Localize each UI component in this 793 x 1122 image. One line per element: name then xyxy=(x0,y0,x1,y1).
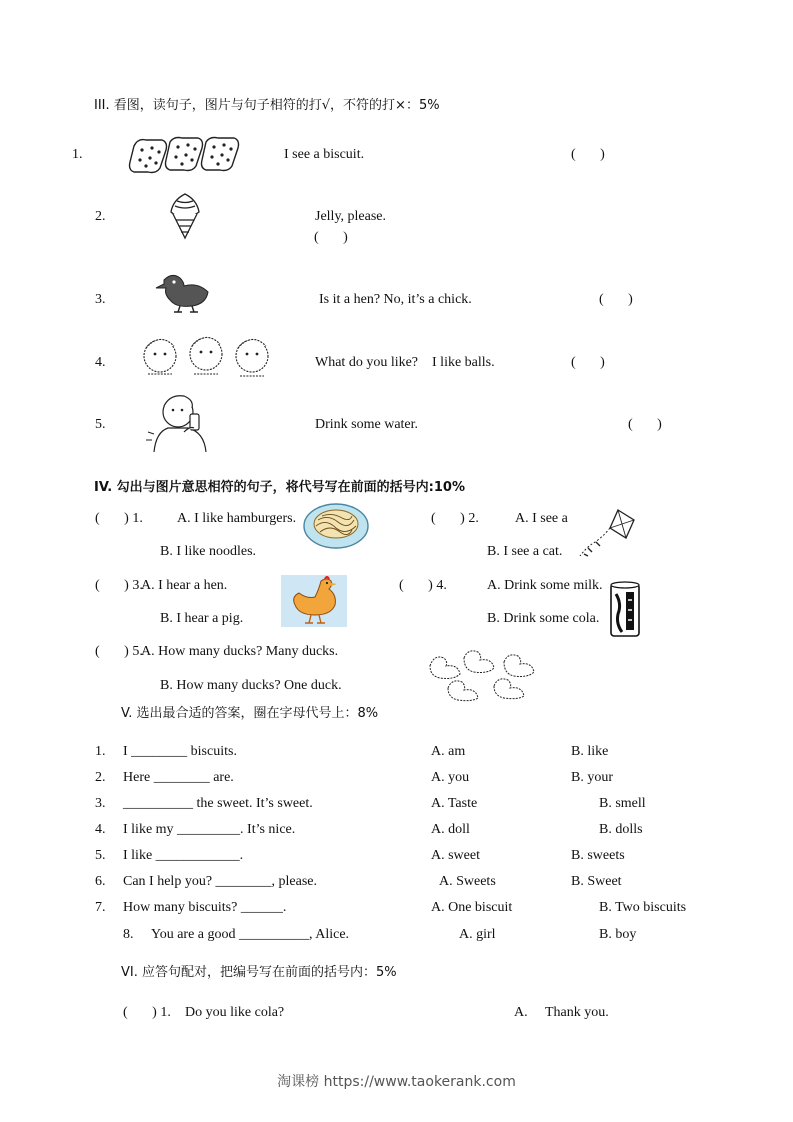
s3-item-1-text: I see a biscuit. xyxy=(284,147,365,162)
boy-drinking-icon xyxy=(144,392,216,454)
s5-item-2-stem: Here ________ are. xyxy=(123,770,234,785)
s5-item-2-num: 2. xyxy=(95,770,106,785)
s3-item-3-num: 3. xyxy=(95,292,106,307)
hen-icon xyxy=(281,575,347,627)
s4-q5-prefix[interactable]: ( ) 5. xyxy=(95,644,143,659)
s5-item-4-num: 4. xyxy=(95,822,106,837)
s4-q5-option-b[interactable]: B. How many ducks? One duck. xyxy=(160,678,342,693)
s4-q1-prefix[interactable]: ( ) 1. xyxy=(95,511,143,526)
s5-item-5-num: 5. xyxy=(95,848,106,863)
s3-item-3-text: Is it a hen? No, it’s a chick. xyxy=(319,292,472,307)
s4-q4-option-a[interactable]: A. Drink some milk. xyxy=(487,578,603,593)
s5-item-4-stem: I like my _________. It’s nice. xyxy=(123,822,296,837)
s5-item-4-option-a[interactable]: A. doll xyxy=(431,822,470,837)
noodles-plate-icon xyxy=(302,500,370,550)
s4-q1-option-b[interactable]: B. I like noodles. xyxy=(160,544,257,559)
kite-icon xyxy=(578,508,636,560)
s5-item-7-num: 7. xyxy=(95,900,106,915)
s6-option-a-text: Thank you. xyxy=(545,1005,609,1020)
s5-item-3-num: 3. xyxy=(95,796,106,811)
s5-item-6-option-b[interactable]: B. Sweet xyxy=(571,874,622,889)
section-5-title: V. 选出最合适的答案，圈在字母代号上：8% xyxy=(121,706,379,721)
s3-item-5-num: 5. xyxy=(95,417,106,432)
s3-item-2-bracket[interactable]: ( ) xyxy=(314,230,348,245)
s3-item-1-num: 1. xyxy=(72,147,83,162)
ice-cream-icon xyxy=(167,192,203,240)
s5-item-3-option-a[interactable]: A. Taste xyxy=(431,796,478,811)
section-3-title: III. 看图，读句子，图片与句子相符的打√，不符的打×：5% xyxy=(94,98,440,113)
s3-item-3-bracket[interactable]: ( ) xyxy=(599,292,633,307)
s3-item-4-text: What do you like? I like balls. xyxy=(315,355,495,370)
s5-item-7-option-a[interactable]: A. One biscuit xyxy=(431,900,513,915)
s5-item-3-option-b[interactable]: B. smell xyxy=(599,796,646,811)
footer-watermark[interactable]: 淘课榜 https://www.taokerank.com xyxy=(277,1074,516,1090)
s3-item-5-bracket[interactable]: ( ) xyxy=(628,417,662,432)
biscuits-icon xyxy=(128,134,242,176)
s3-item-2-text: Jelly, please. xyxy=(315,209,387,224)
s4-q5-option-a[interactable]: A. How many ducks? Many ducks. xyxy=(141,644,339,659)
s5-item-8-option-b[interactable]: B. boy xyxy=(599,927,637,942)
s4-q3-option-a[interactable]: A. I hear a hen. xyxy=(141,578,228,593)
s5-item-8-option-a[interactable]: A. girl xyxy=(459,927,496,942)
s5-item-1-stem: I ________ biscuits. xyxy=(123,744,237,759)
children-faces-icon xyxy=(140,330,270,382)
s5-item-2-option-b[interactable]: B. your xyxy=(571,770,613,785)
chick-icon xyxy=(154,270,212,314)
s4-q2-prefix[interactable]: ( ) 2. xyxy=(431,511,479,526)
cola-can-icon xyxy=(608,580,642,640)
s5-item-5-stem: I like ____________. xyxy=(123,848,244,863)
s5-item-8-num: 8. xyxy=(123,927,134,942)
s4-q3-option-b[interactable]: B. I hear a pig. xyxy=(160,611,244,626)
s5-item-5-option-b[interactable]: B. sweets xyxy=(571,848,625,863)
s6-q1-prefix[interactable]: ( ) 1. xyxy=(123,1005,171,1020)
s5-item-6-stem: Can I help you? ________, please. xyxy=(123,874,318,889)
s3-item-4-num: 4. xyxy=(95,355,106,370)
s5-item-5-option-a[interactable]: A. sweet xyxy=(431,848,480,863)
s3-item-1-bracket[interactable]: ( ) xyxy=(571,147,605,162)
s4-q4-prefix[interactable]: ( ) 4. xyxy=(399,578,447,593)
s4-q1-option-a[interactable]: A. I like hamburgers. xyxy=(177,511,297,526)
s5-item-1-num: 1. xyxy=(95,744,106,759)
s5-item-7-stem: How many biscuits? ______. xyxy=(123,900,287,915)
ducks-icon xyxy=(424,646,544,704)
s5-item-7-option-b[interactable]: B. Two biscuits xyxy=(599,900,687,915)
section-4-title: IV. 勾出与图片意思相符的句子，将代号写在前面的括号内:10% xyxy=(94,480,466,495)
s6-option-a-letter: A. xyxy=(514,1005,528,1020)
s5-item-1-option-b[interactable]: B. like xyxy=(571,744,609,759)
s5-item-6-option-a[interactable]: A. Sweets xyxy=(439,874,496,889)
s4-q2-option-a[interactable]: A. I see a xyxy=(515,511,568,526)
s3-item-5-text: Drink some water. xyxy=(315,417,419,432)
section-6-title: VI. 应答句配对，把编号写在前面的括号内：5% xyxy=(121,965,397,980)
s4-q2-option-b[interactable]: B. I see a cat. xyxy=(487,544,563,559)
s5-item-2-option-a[interactable]: A. you xyxy=(431,770,470,785)
s4-q4-option-b[interactable]: B. Drink some cola. xyxy=(487,611,600,626)
s5-item-6-num: 6. xyxy=(95,874,106,889)
s5-item-3-stem: __________ the sweet. It’s sweet. xyxy=(123,796,313,811)
s3-item-2-num: 2. xyxy=(95,209,106,224)
s5-item-1-option-a[interactable]: A. am xyxy=(431,744,466,759)
s5-item-4-option-b[interactable]: B. dolls xyxy=(599,822,643,837)
s6-q1-text: Do you like cola? xyxy=(185,1005,285,1020)
s5-item-8-stem: You are a good __________, Alice. xyxy=(151,927,350,942)
s4-q3-prefix[interactable]: ( ) 3. xyxy=(95,578,143,593)
s3-item-4-bracket[interactable]: ( ) xyxy=(571,355,605,370)
